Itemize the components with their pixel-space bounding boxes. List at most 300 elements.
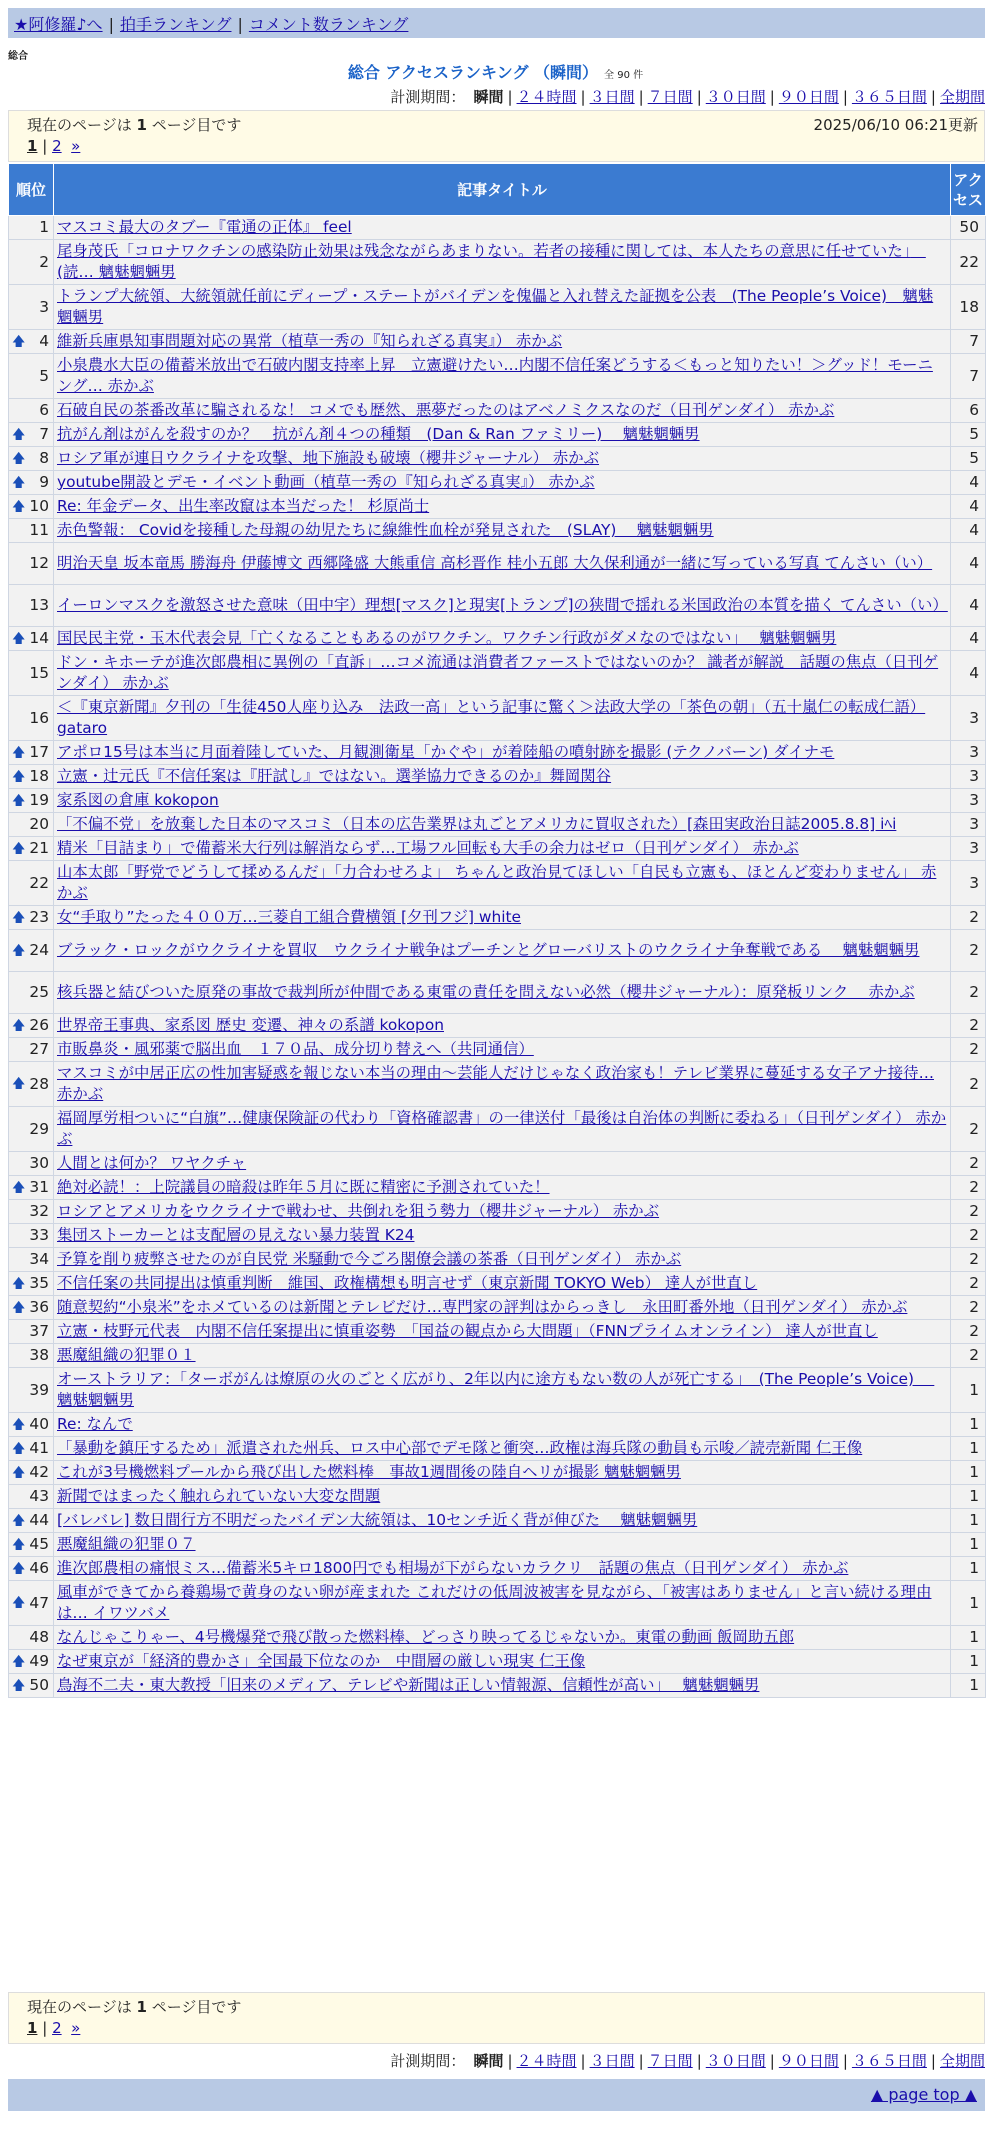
article-link[interactable]: 「暴動を鎮圧するため」派遣された州兵、ロス中心部でデモ隊と衝突…政権は海兵隊の動員も示唆／読売新聞 仁王像 bbox=[57, 1439, 863, 1457]
article-link[interactable]: 精米「目詰まり」で備蓄米大行列は解消ならず…工場フル回転も大手の余力はゼロ（日刊ゲンダイ） 赤かぶ bbox=[57, 839, 799, 857]
access-count: 3 bbox=[951, 696, 986, 741]
access-count: 3 bbox=[951, 789, 986, 813]
article-link[interactable]: ブラック・ロックがウクライナを買収 ウクライナ戦争はプーチンとグローバリストのウクライナ争奪戦である 魑魅魍魎男 bbox=[57, 941, 920, 959]
rank-cell bbox=[9, 543, 54, 585]
article-link[interactable]: 鳥海不二夫・東大教授「旧来のメディア、テレビや新聞は正しい情報源、信頼性が高い」 魑魅魍魎男 bbox=[57, 1676, 760, 1694]
rank-number: 5 bbox=[39, 366, 49, 385]
up-arrow-icon: 🡅 bbox=[12, 499, 26, 514]
period-link-3d[interactable]: ３日間 bbox=[589, 88, 635, 106]
pager-sep: | bbox=[42, 2019, 48, 2037]
rank-number: 43 bbox=[29, 1487, 49, 1505]
rank-cell bbox=[9, 447, 54, 471]
title-cell bbox=[54, 813, 951, 837]
rank-cell bbox=[9, 1200, 54, 1224]
rank-cell bbox=[9, 1272, 54, 1296]
access-count: 2 bbox=[951, 906, 986, 930]
article-link[interactable]: なんじゃこりゃー、4号機爆発で飛び散った燃料棒、どっさり映ってるじゃないか。東電の動画 飯岡助五郎 bbox=[57, 1628, 795, 1646]
pager-bottom bbox=[27, 2019, 80, 2037]
period-link-30d[interactable]: ３０日間 bbox=[705, 88, 766, 106]
title-cell bbox=[54, 285, 951, 330]
period-current: 瞬間 bbox=[473, 2052, 504, 2070]
rank-cell bbox=[9, 1368, 54, 1413]
table-row bbox=[9, 585, 986, 627]
article-link[interactable]: 随意契約“小泉米”をホメているのは新聞とテレビだけ…専門家の評判はからっきし 永田町番外地（日刊ゲンダイ） 赤かぶ bbox=[57, 1298, 908, 1316]
article-link[interactable]: トランプ大統領、大統領就任前にディープ・ステートがバイデンを傀儡と入れ替えた証拠を公表 (The People’s Voice) 魑魅魍魎男 bbox=[57, 287, 934, 326]
title-cell bbox=[54, 471, 951, 495]
article-link[interactable]: イーロンマスクを激怒させた意味（田中宇）理想[マスク]と現実[トランプ]の狭間で揺れる米国政治の本質を描く てんさい（い） bbox=[57, 596, 948, 614]
title-cell bbox=[54, 1320, 951, 1344]
up-arrow-icon: 🡅 bbox=[12, 451, 26, 466]
up-arrow-icon: 🡅 bbox=[12, 1018, 26, 1033]
rank-number: 33 bbox=[29, 1226, 49, 1244]
pager-current: 1 bbox=[27, 137, 38, 155]
article-link[interactable]: 悪魔組織の犯罪０１ bbox=[57, 1346, 196, 1364]
title-cell bbox=[54, 495, 951, 519]
table-row bbox=[9, 399, 986, 423]
up-arrow-icon: 🡅 bbox=[12, 1417, 26, 1432]
pager-page-2[interactable]: 2 bbox=[52, 2019, 62, 2037]
article-link[interactable]: 人間とは何か？ ワヤクチャ bbox=[57, 1154, 247, 1172]
title-cell bbox=[54, 1200, 951, 1224]
home-link[interactable]: ★阿修羅♪へ bbox=[14, 15, 103, 34]
comment-ranking-link[interactable]: コメント数ランキング bbox=[248, 15, 409, 34]
rank-number: 16 bbox=[29, 708, 49, 727]
up-arrow-icon: 🡅 bbox=[12, 943, 26, 958]
access-count: 2 bbox=[951, 1014, 986, 1038]
article-link[interactable]: 小泉農水大臣の備蓄米放出で石破内閣支持率上昇 立憲避けたい…内閣不信任案どうする＜もっと知りたい！＞グッド！モーニング… 赤かぶ bbox=[57, 356, 933, 395]
title-cell bbox=[54, 1368, 951, 1413]
period-link-90d[interactable]: ９０日間 bbox=[778, 88, 839, 106]
table-row bbox=[9, 447, 986, 471]
table-row bbox=[9, 1320, 986, 1344]
period-link-all[interactable]: 全期間 bbox=[939, 88, 985, 106]
table-row bbox=[9, 1674, 986, 1698]
title-cell bbox=[54, 543, 951, 585]
page-info-number: 1 bbox=[136, 1998, 147, 2016]
article-link[interactable]: 不信任案の共同提出は慎重判断 維国、政権構想も明言せず（東京新聞 TOKYO Web） 達人が世直し bbox=[57, 1274, 758, 1292]
access-count: 1 bbox=[951, 1461, 986, 1485]
rank-cell bbox=[9, 1674, 54, 1698]
article-link[interactable]: アポロ15号は本当に月面着陸していた、月観測衛星「かぐや」が着陸船の噴射跡を撮影 (テクノバーン) ダイナモ bbox=[57, 743, 835, 761]
title-cell bbox=[54, 651, 951, 696]
up-arrow-icon: 🡅 bbox=[12, 475, 26, 490]
rank-number: 1 bbox=[39, 218, 49, 236]
access-count: 2 bbox=[951, 1200, 986, 1224]
table-row bbox=[9, 1485, 986, 1509]
article-link[interactable]: Re: なんで bbox=[57, 1415, 133, 1433]
period-selector-top: 計測期間： 瞬間 | ２４時間 | ３日間 | ７日間 | ３０日間 | ９０日間 | ３６５日間 | 全期間 bbox=[390, 88, 985, 106]
rank-number: 13 bbox=[29, 596, 49, 614]
rank-number: 44 bbox=[29, 1511, 49, 1529]
rank-cell bbox=[9, 285, 54, 330]
article-link[interactable]: 集団ストーカーとは支配層の見えない暴力装置 K24 bbox=[57, 1226, 415, 1244]
period-link-7d[interactable]: ７日間 bbox=[647, 2052, 693, 2070]
table-row bbox=[9, 354, 986, 399]
rank-cell bbox=[9, 471, 54, 495]
access-count: 18 bbox=[951, 285, 986, 330]
rank-cell bbox=[9, 585, 54, 627]
title-cell bbox=[54, 1485, 951, 1509]
page-info-box-bottom bbox=[8, 1992, 985, 2044]
title-cell bbox=[54, 1413, 951, 1437]
title-cell bbox=[54, 585, 951, 627]
period-selector-bottom: 計測期間： 瞬間 | ２４時間 | ３日間 | ７日間 | ３０日間 | ９０日間 | ３６５日間 | 全期間 bbox=[390, 2052, 985, 2070]
pager-top bbox=[27, 137, 80, 155]
article-link[interactable]: 女“手取り”たった４００万…三菱自工組合費横領 [夕刊フジ] white bbox=[57, 908, 522, 926]
rank-cell bbox=[9, 696, 54, 741]
table-row bbox=[9, 1437, 986, 1461]
table-row bbox=[9, 1344, 986, 1368]
page-top-link[interactable]: ▲ page top ▲ bbox=[870, 2085, 977, 2104]
title-cell bbox=[54, 789, 951, 813]
table-row bbox=[9, 930, 986, 972]
table-row bbox=[9, 741, 986, 765]
title-cell bbox=[54, 1107, 951, 1152]
article-link[interactable]: 風車ができてから養鶏場で黄身のない卵が産まれた これだけの低周波被害を見ながら、「被害はありません」と言い続ける理由は… イワツバメ bbox=[57, 1583, 932, 1622]
table-row bbox=[9, 1533, 986, 1557]
title-cell bbox=[54, 837, 951, 861]
access-count: 1 bbox=[951, 1626, 986, 1650]
rank-cell bbox=[9, 627, 54, 651]
table-row bbox=[9, 1413, 986, 1437]
access-count: 2 bbox=[951, 1272, 986, 1296]
rank-number: 2 bbox=[39, 252, 49, 271]
rank-cell bbox=[9, 1437, 54, 1461]
rank-cell bbox=[9, 906, 54, 930]
article-link[interactable]: 抗がん剤はがんを殺すのか？ 抗がん剤４つの種類 (Dan & Ran ファミリー) 魑魅魍魎男 bbox=[57, 425, 700, 443]
access-count: 2 bbox=[951, 930, 986, 972]
updated-time: 2025/06/10 06:21更新 bbox=[813, 116, 978, 134]
rank-cell bbox=[9, 1062, 54, 1107]
title-cell bbox=[54, 216, 951, 240]
table-row bbox=[9, 1581, 986, 1626]
access-count: 1 bbox=[951, 1485, 986, 1509]
up-arrow-icon: 🡅 bbox=[12, 745, 26, 760]
article-link[interactable]: 国民民主党・玉木代表会見「亡くなることもあるのがワクチン。ワクチン行政がダメなのではない」 魑魅魍魎男 bbox=[57, 629, 837, 647]
title-cell bbox=[54, 1014, 951, 1038]
site-label: 総合 bbox=[8, 51, 28, 62]
title-cell bbox=[54, 1248, 951, 1272]
rank-number: 35 bbox=[29, 1274, 49, 1292]
table-row bbox=[9, 1296, 986, 1320]
rank-cell bbox=[9, 837, 54, 861]
article-link[interactable]: ロシア軍が連日ウクライナを攻撃、地下施設も破壊（櫻井ジャーナル） 赤かぶ bbox=[57, 449, 600, 467]
up-arrow-icon: 🡅 bbox=[12, 1180, 26, 1195]
access-count: 1 bbox=[951, 1533, 986, 1557]
up-arrow-icon: 🡅 bbox=[12, 334, 26, 349]
article-link[interactable]: 山本太郎「野党でどうして揉めるんだ」「力合わせろよ」 ちゃんと政治見てほしい「自民も立憲も、ほとんど変わりません」 赤かぶ bbox=[57, 863, 937, 902]
period-link-365d[interactable]: ３６５日間 bbox=[851, 2052, 927, 2070]
table-row bbox=[9, 861, 986, 906]
rank-number: 14 bbox=[29, 629, 49, 647]
footer-bar bbox=[8, 2079, 985, 2111]
rank-cell bbox=[9, 741, 54, 765]
header-count: アクセス bbox=[951, 164, 986, 216]
access-count: 3 bbox=[951, 837, 986, 861]
access-count: 2 bbox=[951, 1224, 986, 1248]
rank-number: 25 bbox=[29, 983, 49, 1001]
ranking-table bbox=[8, 163, 986, 1698]
access-count: 1 bbox=[951, 1650, 986, 1674]
article-link[interactable]: 世界帝王事典、家系図 歴史 変遷、神々の系譜 kokopon bbox=[57, 1016, 444, 1034]
title-cell bbox=[54, 906, 951, 930]
article-link[interactable]: 石破自民の茶番改革に騙されるな！ コメでも歴然、悪夢だったのはアベノミクスなのだ（日刊ゲンダイ） 赤かぶ bbox=[57, 401, 835, 419]
page-info-suffix: ページ目です bbox=[151, 116, 242, 134]
nav-separator: | bbox=[108, 15, 114, 34]
rank-cell bbox=[9, 1248, 54, 1272]
access-count: 4 bbox=[951, 651, 986, 696]
rank-number: 29 bbox=[29, 1119, 49, 1138]
table-row bbox=[9, 1224, 986, 1248]
top-nav-bar bbox=[8, 8, 985, 38]
article-link[interactable]: なぜ東京が「経済的豊かさ」全国最下位なのか 中間層の厳しい現実 仁王像 bbox=[57, 1652, 586, 1670]
article-link[interactable]: マスコミ最大のタブー『電通の正体』 feel bbox=[57, 218, 352, 236]
up-arrow-icon: 🡅 bbox=[12, 910, 26, 925]
rank-cell bbox=[9, 1626, 54, 1650]
period-link-365d[interactable]: ３６５日間 bbox=[851, 88, 927, 106]
up-arrow-icon: 🡅 bbox=[12, 793, 26, 808]
article-link[interactable]: Re: 年金データ、出生率改竄は本当だった！ 杉原尚士 bbox=[57, 497, 430, 515]
title-cell bbox=[54, 861, 951, 906]
rank-cell bbox=[9, 930, 54, 972]
rank-cell bbox=[9, 1107, 54, 1152]
period-link-24h[interactable]: ２４時間 bbox=[516, 88, 577, 106]
rank-cell bbox=[9, 813, 54, 837]
table-row bbox=[9, 789, 986, 813]
rank-number: 8 bbox=[39, 449, 49, 467]
title-cell bbox=[54, 519, 951, 543]
article-link[interactable]: 「不偏不党」を放棄した日本のマスコミ（日本の広告業界は丸ごとアメリカに買収された）[森田実政治日誌2005.8.8] iﾍi bbox=[57, 815, 897, 833]
period-link-90d[interactable]: ９０日間 bbox=[778, 2052, 839, 2070]
table-row bbox=[9, 543, 986, 585]
up-arrow-icon: 🡅 bbox=[12, 1465, 26, 1480]
article-link[interactable]: 家系図の倉庫 kokopon bbox=[57, 791, 219, 809]
page-info bbox=[27, 114, 241, 135]
title-cell bbox=[54, 1038, 951, 1062]
rank-number: 27 bbox=[29, 1040, 49, 1058]
access-count: 4 bbox=[951, 543, 986, 585]
access-count: 1 bbox=[951, 1509, 986, 1533]
title-cell bbox=[54, 1581, 951, 1626]
rank-cell bbox=[9, 789, 54, 813]
article-link[interactable]: マスコミが中居正広の性加害疑惑を報じない本当の理由～芸能人だけじゃなく政治家も！テレビ業界に蔓延する女子アナ接待… 赤かぶ bbox=[57, 1064, 934, 1103]
header-title: 記事タイトル bbox=[54, 164, 951, 216]
up-arrow-icon: 🡅 bbox=[12, 1537, 26, 1552]
total-count: 全 90 件 bbox=[604, 70, 644, 81]
table-row bbox=[9, 1014, 986, 1038]
rank-cell bbox=[9, 1581, 54, 1626]
access-count: 7 bbox=[951, 354, 986, 399]
rank-number: 22 bbox=[29, 873, 49, 892]
article-link[interactable]: 立憲・辻元氏『不信任案は『肝試し』ではない。選挙協力できるのか』舞岡関谷 bbox=[57, 767, 612, 785]
access-count: 1 bbox=[951, 1674, 986, 1698]
title-cell bbox=[54, 1152, 951, 1176]
rank-cell bbox=[9, 1509, 54, 1533]
rank-number: 19 bbox=[29, 791, 49, 809]
up-arrow-icon: 🡅 bbox=[12, 769, 26, 784]
period-link-30d[interactable]: ３０日間 bbox=[705, 2052, 766, 2070]
title-cell bbox=[54, 1650, 951, 1674]
page-info-prefix: 現在のページは bbox=[27, 116, 132, 134]
rank-number: 45 bbox=[29, 1535, 49, 1553]
rank-number: 38 bbox=[29, 1346, 49, 1364]
article-link[interactable]: ＜『東京新聞』夕刊の「生徒450人座り込み 法政一高」という記事に驚く＞法政大学の「茶色の朝」（五十嵐仁の転成仁語） gataro bbox=[57, 698, 926, 737]
table-row bbox=[9, 696, 986, 741]
title-cell bbox=[54, 627, 951, 651]
access-count: 2 bbox=[951, 1152, 986, 1176]
article-link[interactable]: youtube開設とデモ・イベント動画（植草一秀の『知られざる真実』） 赤かぶ bbox=[57, 473, 595, 491]
rank-number: 7 bbox=[39, 425, 49, 443]
table-row bbox=[9, 651, 986, 696]
access-count: 3 bbox=[951, 765, 986, 789]
table-row bbox=[9, 240, 986, 285]
table-row bbox=[9, 765, 986, 789]
title-cell bbox=[54, 330, 951, 354]
rank-cell bbox=[9, 1152, 54, 1176]
article-link[interactable]: 尾身茂氏「コロナワクチンの感染防止効果は残念ながらあまりない。若者の接種に関しては、本人たちの意思に任せていた」 (読… 魑魅魍魎男 bbox=[57, 242, 926, 281]
article-link[interactable]: 進次郎農相の痛恨ミス…備蓄米5キロ1800円でも相場が下がらないカラクリ 話題の焦点（日刊ゲンダイ） 赤かぶ bbox=[57, 1559, 849, 1577]
access-count: 4 bbox=[951, 627, 986, 651]
title-cell bbox=[54, 765, 951, 789]
page-info-box-top bbox=[8, 110, 985, 162]
rank-number: 50 bbox=[29, 1676, 49, 1694]
title-cell bbox=[54, 1437, 951, 1461]
page-info-bottom bbox=[27, 1996, 241, 2017]
up-arrow-icon: 🡅 bbox=[12, 1678, 26, 1693]
article-link[interactable]: これが3号機燃料プールから飛び出した燃料棒 事故1週間後の陸自ヘリが撮影 魑魅魍魎男 bbox=[57, 1463, 681, 1481]
rank-number: 31 bbox=[29, 1178, 49, 1196]
access-count: 7 bbox=[951, 330, 986, 354]
table-row bbox=[9, 285, 986, 330]
article-link[interactable]: オーストラリア：「ターボがんは燎原の火のごとく広がり、2年以内に途方もない数の人が死亡する」 (The People’s Voice) 魑魅魍魎男 bbox=[57, 1370, 935, 1409]
table-row bbox=[9, 627, 986, 651]
title-cell bbox=[54, 1272, 951, 1296]
rank-cell bbox=[9, 1413, 54, 1437]
table-row bbox=[9, 837, 986, 861]
article-link[interactable]: 予算を削り疲弊させたのが自民党 米騒動で今ごろ閣僚会議の茶番（日刊ゲンダイ） 赤かぶ bbox=[57, 1250, 682, 1268]
rank-number: 10 bbox=[29, 497, 49, 515]
article-link[interactable]: 立憲・枝野元代表 内閣不信任案提出に慎重姿勢 「国益の観点から大問題」（FNNプライムオンライン） 達人が世直し bbox=[57, 1322, 878, 1340]
rank-number: 17 bbox=[29, 743, 49, 761]
rank-number: 9 bbox=[39, 473, 49, 491]
title-cell bbox=[54, 423, 951, 447]
table-row bbox=[9, 1248, 986, 1272]
access-count: 6 bbox=[951, 399, 986, 423]
article-link[interactable]: 福岡厚労相ついに“白旗”…健康保険証の代わり「資格確認書」の一律送付「最後は自治体の判断に委ねる」（日刊ゲンダイ） 赤かぶ bbox=[57, 1109, 947, 1148]
period-link-all[interactable]: 全期間 bbox=[939, 2052, 985, 2070]
rank-number: 40 bbox=[29, 1415, 49, 1433]
table-row bbox=[9, 972, 986, 1014]
table-row bbox=[9, 1062, 986, 1107]
rank-number: 11 bbox=[29, 521, 49, 539]
article-link[interactable]: 悪魔組織の犯罪０７ bbox=[57, 1535, 196, 1553]
article-link[interactable]: 明治天皇 坂本竜馬 勝海舟 伊藤博文 西郷隆盛 大熊重信 高杉晋作 桂小五郎 大久保利通が一緒に写っている写真 てんさい（い） bbox=[57, 554, 933, 572]
table-row bbox=[9, 1200, 986, 1224]
clap-ranking-link[interactable]: 拍手ランキング bbox=[119, 15, 232, 34]
pager-page-2[interactable]: 2 bbox=[52, 137, 62, 155]
rank-number: 4 bbox=[39, 332, 49, 350]
up-arrow-icon: 🡅 bbox=[12, 1076, 26, 1092]
access-count: 2 bbox=[951, 1296, 986, 1320]
rank-number: 37 bbox=[29, 1322, 49, 1340]
rank-cell bbox=[9, 1296, 54, 1320]
rank-cell bbox=[9, 1533, 54, 1557]
up-arrow-icon: 🡅 bbox=[12, 1276, 26, 1291]
table-row bbox=[9, 1461, 986, 1485]
table-row bbox=[9, 1038, 986, 1062]
article-link[interactable]: 新聞ではまったく触れられていない大変な問題 bbox=[57, 1487, 381, 1505]
table-row bbox=[9, 1509, 986, 1533]
rank-number: 48 bbox=[29, 1628, 49, 1646]
article-link[interactable]: [バレバレ] 数日間行方不明だったバイデン大統領は、10センチ近く背が伸びた 魑魅魍魎男 bbox=[57, 1511, 698, 1529]
period-label: 計測期間： bbox=[390, 88, 466, 106]
rank-number: 36 bbox=[29, 1298, 49, 1316]
rank-cell bbox=[9, 1176, 54, 1200]
rank-number: 26 bbox=[29, 1016, 49, 1034]
access-count: 1 bbox=[951, 1581, 986, 1626]
table-row bbox=[9, 495, 986, 519]
rank-number: 21 bbox=[29, 839, 49, 857]
period-link-24h[interactable]: ２４時間 bbox=[516, 2052, 577, 2070]
pager-next[interactable]: » bbox=[71, 137, 81, 155]
rank-cell bbox=[9, 1485, 54, 1509]
article-link[interactable]: 赤色警報： Covidを接種した母親の幼児たちに線維性血栓が発見された (SLAY) 魑魅魍魎男 bbox=[57, 521, 714, 539]
access-count: 50 bbox=[951, 216, 986, 240]
header-rank: 順位 bbox=[9, 164, 54, 216]
access-count: 3 bbox=[951, 813, 986, 837]
rank-cell bbox=[9, 354, 54, 399]
article-link[interactable]: 核兵器と結びついた原発の事故で裁判所が仲間である東電の責任を問えない必然（櫻井ジャーナル）：原発板リンク 赤かぶ bbox=[57, 983, 915, 1001]
title-cell bbox=[54, 1344, 951, 1368]
access-count: 22 bbox=[951, 240, 986, 285]
title-cell bbox=[54, 696, 951, 741]
page-title: 総合 アクセスランキング （瞬間） bbox=[347, 63, 599, 82]
article-link[interactable]: ドン・キホーテが進次郎農相に異例の「直訴」…コメ流通は消費者ファーストではないのか？ 識者が解説 話題の焦点（日刊ゲンダイ） 赤かぶ bbox=[57, 653, 939, 692]
page-info-prefix: 現在のページは bbox=[27, 1998, 132, 2016]
rank-number: 49 bbox=[29, 1652, 49, 1670]
access-count: 2 bbox=[951, 1320, 986, 1344]
rank-cell bbox=[9, 399, 54, 423]
rank-cell bbox=[9, 765, 54, 789]
article-link[interactable]: 絶対必読！：上院議員の暗殺は昨年５月に既に精密に予測されていた！ bbox=[57, 1178, 550, 1196]
rank-cell bbox=[9, 1461, 54, 1485]
rank-cell bbox=[9, 861, 54, 906]
article-link[interactable]: 市販鼻炎・風邪薬で脳出血 １７０品、成分切り替えへ（共同通信） bbox=[57, 1040, 534, 1058]
table-row bbox=[9, 330, 986, 354]
up-arrow-icon: 🡅 bbox=[12, 1441, 26, 1456]
access-count: 4 bbox=[951, 519, 986, 543]
pager-next[interactable]: » bbox=[71, 2019, 81, 2037]
period-link-3d[interactable]: ３日間 bbox=[589, 2052, 635, 2070]
article-link[interactable]: ロシアとアメリカをウクライナで戦わせ、共倒れを狙う勢力（櫻井ジャーナル） 赤かぶ bbox=[57, 1202, 660, 1220]
article-link[interactable]: 維新兵庫県知事問題対応の異常（植草一秀の『知られざる真実』） 赤かぶ bbox=[57, 332, 563, 350]
table-row bbox=[9, 471, 986, 495]
period-label: 計測期間： bbox=[390, 2052, 466, 2070]
rank-cell bbox=[9, 1557, 54, 1581]
rank-cell bbox=[9, 1038, 54, 1062]
table-row bbox=[9, 1368, 986, 1413]
rank-cell bbox=[9, 519, 54, 543]
period-link-7d[interactable]: ７日間 bbox=[647, 88, 693, 106]
access-count: 2 bbox=[951, 1176, 986, 1200]
access-count: 4 bbox=[951, 585, 986, 627]
rank-number: 30 bbox=[29, 1154, 49, 1172]
title-cell bbox=[54, 1224, 951, 1248]
table-row bbox=[9, 423, 986, 447]
page-info-number: 1 bbox=[136, 116, 147, 134]
title-cell bbox=[54, 1461, 951, 1485]
rank-number: 28 bbox=[29, 1074, 49, 1093]
